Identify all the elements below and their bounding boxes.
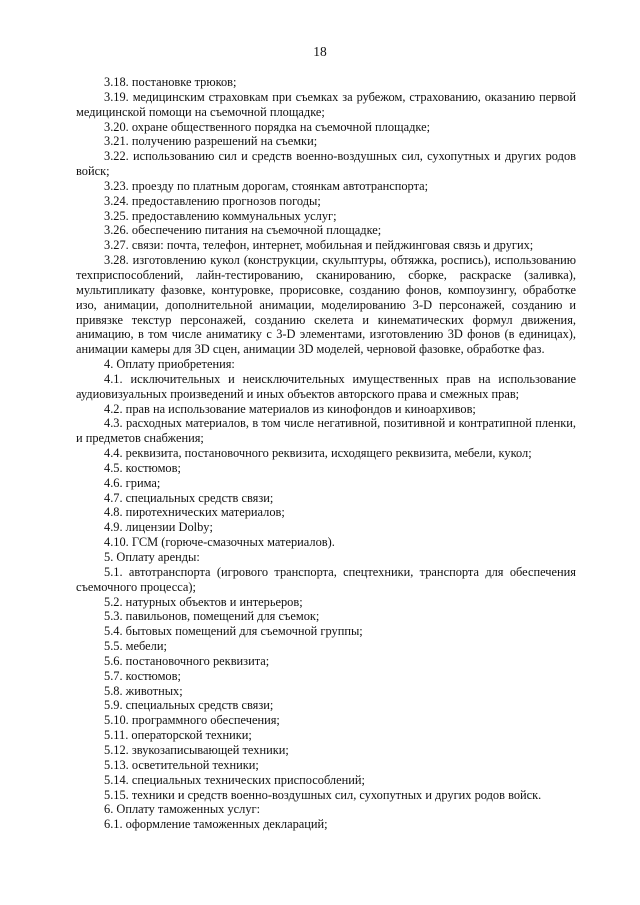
paragraph: 5.4. бытовых помещений для съемочной группы; bbox=[104, 624, 363, 639]
paragraph: 5.2. натурных объектов и интерьеров; bbox=[104, 594, 303, 609]
paragraph: 6. Оплату таможенных услуг: bbox=[104, 802, 261, 817]
paragraph: 5.6. постановочного реквизита; bbox=[104, 653, 270, 668]
paragraph: 5.8. животных; bbox=[104, 683, 183, 698]
paragraph: 4.4. реквизита, постановочного реквизита, исходящего реквизита, мебели, кукол; bbox=[104, 446, 532, 461]
paragraph: 5.7. костюмов; bbox=[104, 668, 181, 683]
paragraph: 4.7. специальных средств связи; bbox=[104, 490, 274, 505]
paragraph: 4. Оплату приобретения: bbox=[104, 357, 235, 372]
paragraph: 5.12. звукозаписывающей техники; bbox=[104, 742, 289, 757]
paragraph: 3.24. предоставлению прогнозов погоды; bbox=[104, 193, 321, 208]
paragraph: 6.1. оформление таможенных деклараций; bbox=[104, 817, 328, 832]
paragraph: 3.27. связи: почта, телефон, интернет, мобильная и пейджинговая связь и других; bbox=[104, 238, 534, 253]
paragraph: 4.6. грима; bbox=[104, 475, 161, 490]
paragraph: 3.25. предоставлению коммунальных услуг; bbox=[104, 208, 337, 223]
paragraph: 5.15. техники и средств военно-воздушных сил, сухопутных и других родов войск. bbox=[104, 787, 542, 802]
paragraph: 3.19. медицинским страховкам при съемках за рубежом, страхованию, оказанию первой медицинской помощи на съемочной площадке; bbox=[76, 89, 576, 119]
paragraph: 4.9. лицензии Dolby; bbox=[104, 520, 213, 535]
paragraph: 5.13. осветительной техники; bbox=[104, 757, 259, 772]
paragraph: 5.3. павильонов, помещений для съемок; bbox=[104, 609, 320, 624]
paragraph: 4.1. исключительных и неисключительных имущественных прав на использование аудиовизуальных произведений и иных объектов авторского права и смежных прав; bbox=[76, 371, 576, 401]
paragraph: 5.11. операторской техники; bbox=[104, 728, 252, 743]
paragraph: 5.10. программного обеспечения; bbox=[104, 713, 280, 728]
paragraph: 5.14. специальных технических приспособлений; bbox=[104, 772, 365, 787]
document-body bbox=[76, 75, 576, 832]
paragraph: 4.5. костюмов; bbox=[104, 460, 181, 475]
paragraph: 5. Оплату аренды: bbox=[104, 550, 200, 564]
paragraph: 4.8. пиротехнических материалов; bbox=[104, 505, 285, 520]
page-number: 18 bbox=[313, 44, 327, 59]
paragraph: 5.1. автотранспорта (игрового транспорта, спецтехники, транспорта для обеспечения съемочного процесса); bbox=[76, 564, 576, 594]
paragraph: 5.9. специальных средств связи; bbox=[104, 698, 274, 713]
paragraph: 3.18. постановке трюков; bbox=[104, 75, 237, 89]
paragraph: 3.26. обеспечению питания на съемочной площадке; bbox=[104, 223, 382, 238]
paragraph: 3.28. изготовлению кукол (конструкции, скульптуры, обтяжка, роспись), использованию техприспособлений, лайн-тестированию, сканированию, сборке, раскраске (заливка), мультипликату фазовке, контуровке, прорисовке, созданию фонов, компоузингу, обработке изо, анимации, дополнительной анимации, моделированию 3-D персонажей, созданию и привязке текстур персонажей, созданию скелета и кинематических формул движения, анимацию, в том числе аниматику с 3-D элементами, изготовлению 3D фонов (в единицах), анимации камеры для 3D сцен, анимации 3D моделей, черновой фазовке, обработке фаз. bbox=[76, 253, 576, 357]
paragraph: 3.22. использованию сил и средств военно-воздушных сил, сухопутных и других родов войск; bbox=[76, 149, 576, 179]
paragraph: 4.10. ГСМ (горюче-смазочных материалов). bbox=[104, 535, 335, 550]
paragraph: 4.2. прав на использование материалов из кинофондов и киноархивов; bbox=[104, 401, 476, 416]
paragraph: 3.20. охране общественного порядка на съемочной площадке; bbox=[104, 119, 431, 134]
paragraph: 4.3. расходных материалов, в том числе негативной, позитивной и контратипной пленки, и предметов снабжения; bbox=[76, 416, 576, 446]
paragraph: 3.23. проезду по платным дорогам, стоянкам автотранспорта; bbox=[104, 178, 429, 193]
paragraph: 3.21. получению разрешений на съемки; bbox=[104, 134, 318, 149]
paragraph: 5.5. мебели; bbox=[104, 639, 167, 654]
